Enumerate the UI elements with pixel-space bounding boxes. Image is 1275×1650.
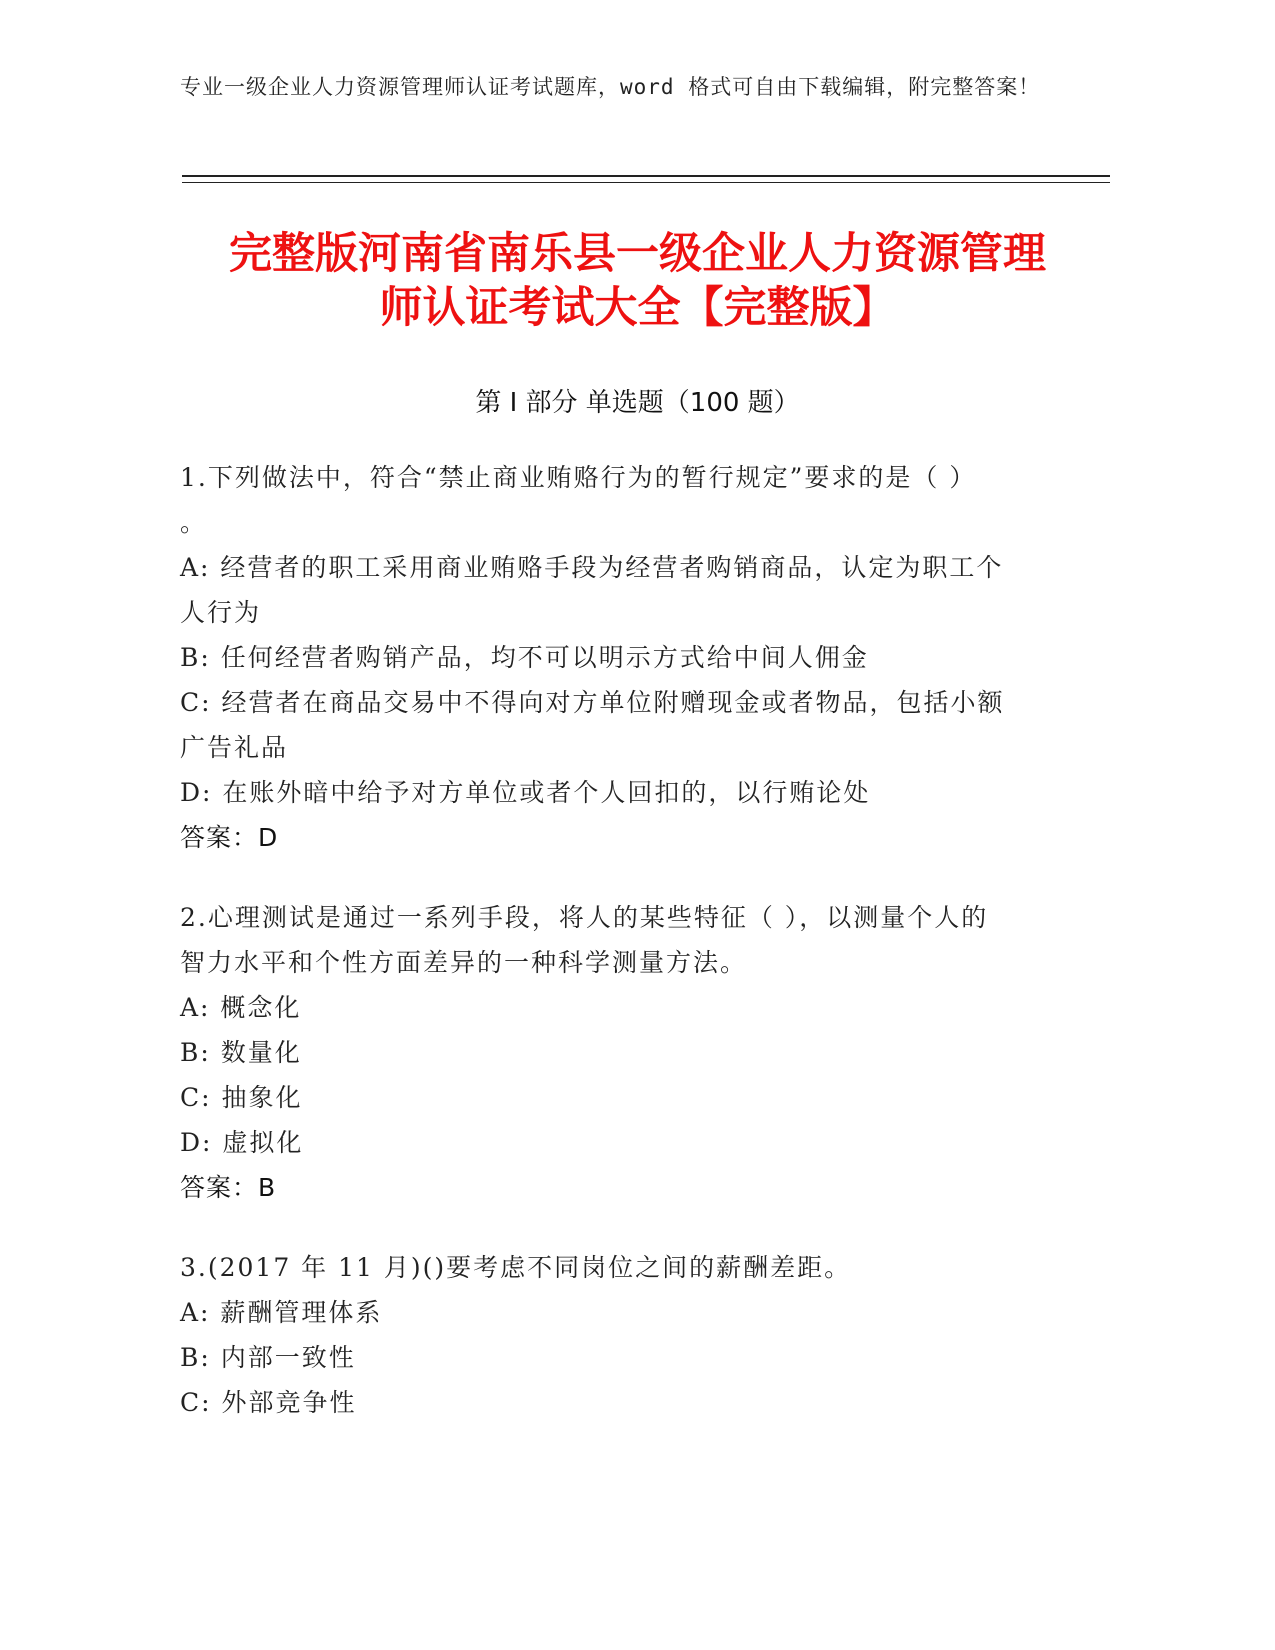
- header-rule-thin: [182, 182, 1110, 183]
- question-1: [180, 455, 1080, 861]
- question-list: [180, 455, 1080, 1459]
- option-a: A: 经营者的职工采用商业贿赂手段为经营者购销商品，认定为职工个: [180, 553, 1004, 582]
- option-b: B: 数量化: [180, 1038, 302, 1067]
- question-stem: 2.心理测试是通过一系列手段，将人的某些特征（ ），以测量个人的: [180, 903, 989, 932]
- question-2: [180, 895, 1080, 1211]
- option-b: B: 内部一致性: [180, 1343, 356, 1372]
- document-title-line-1: 完整版河南省南乐县一级企业人力资源管理: [229, 229, 1046, 279]
- option-c: C: 外部竞争性: [180, 1388, 357, 1417]
- answer-label: 答案：B: [180, 1173, 277, 1202]
- question-stem: 1.下列做法中，符合“禁止商业贿赂行为的暂行规定”要求的是（ ）: [180, 463, 977, 492]
- question-stem-continued: 。: [180, 508, 208, 537]
- section-heading: 第 I 部分 单选题（100 题）: [475, 388, 800, 418]
- option-c: C: 抽象化: [180, 1083, 303, 1112]
- option-c: C: 经营者在商品交易中不得向对方单位附赠现金或者物品，包括小额: [180, 688, 1005, 717]
- question-stem: 3.(2017 年 11 月)()要考虑不同岗位之间的薪酬差距。: [180, 1253, 852, 1282]
- option-d: D: 在账外暗中给予对方单位或者个人回扣的，以行贿论处: [180, 778, 871, 807]
- header-note: 专业一级企业人力资源管理师认证考试题库，word 格式可自由下载编辑，附完整答案！: [180, 75, 1041, 99]
- option-a: A: 概念化: [180, 993, 302, 1022]
- option-a: A: 薪酬管理体系: [180, 1298, 383, 1327]
- header-rule-thick: [182, 175, 1110, 177]
- option-c-continued: 广告礼品: [180, 733, 289, 762]
- option-d: D: 虚拟化: [180, 1128, 304, 1157]
- option-a-continued: 人行为: [180, 598, 262, 627]
- document-title-line-2: 师认证考试大全【完整版】: [379, 283, 896, 333]
- option-b: B: 任何经营者购销产品，均不可以明示方式给中间人佣金: [180, 643, 869, 672]
- question-stem-continued: 智力水平和个性方面差异的一种科学测量方法。: [180, 948, 748, 977]
- answer-label: 答案：D: [180, 823, 279, 852]
- question-3: [180, 1245, 1080, 1425]
